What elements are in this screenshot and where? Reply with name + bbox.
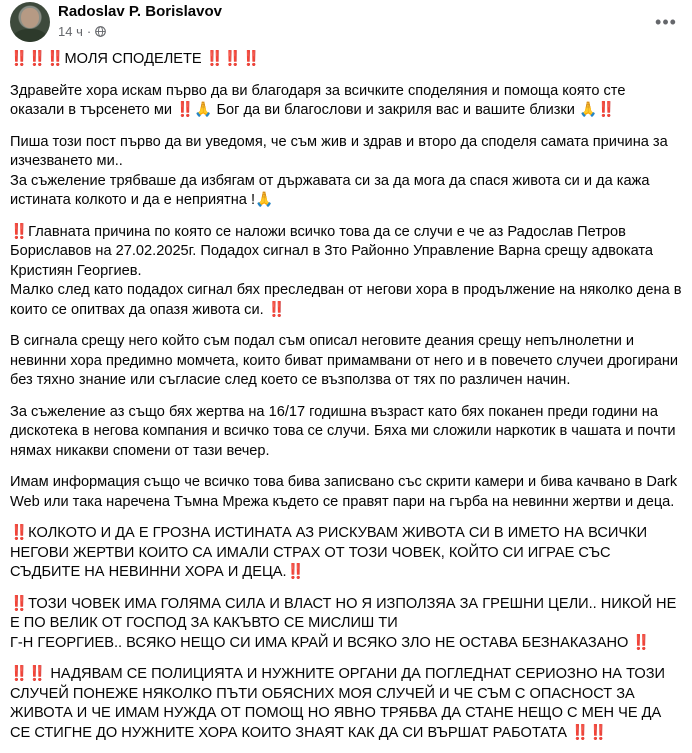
post-body <box>10 50 682 753</box>
post-paragraph: Здравейте хора искам първо да ви благодаря за всичките споделяния и помоща която сте оказали в търсенето ми ‼️🙏 Бог да ви благослови и закриля вас и вашите близки 🙏‼️ <box>10 82 626 118</box>
globe-icon[interactable] <box>95 26 106 37</box>
more-horizontal-icon: ••• <box>655 12 677 32</box>
author-avatar[interactable] <box>10 2 50 42</box>
meta-separator: · <box>86 24 92 39</box>
post-paragraph: ‼️ТОЗИ ЧОВЕК ИМА ГОЛЯМА СИЛА И ВЛАСТ НО Я ИЗПОЛЗЯА ЗА ГРЕШНИ ЦЕЛИ.. НИКОЙ НЕ Е ПО ВЕЛИК ОТ ГОСПОД ЗА КАКЪВТО СЕ МИСЛИШ ТИ Г-Н ГЕОРГИЕВ.. ВСЯКО НЕЩО СИ ИМА КРАЙ И ВСЯКО ЗЛО НЕ ОСТАВА БЕЗНАКАЗАНО ‼️ <box>10 595 677 651</box>
post-header <box>10 2 682 46</box>
post-options-button[interactable] <box>650 6 682 38</box>
author-name[interactable]: Radoslav P. Borislavov <box>58 3 222 20</box>
post-paragraph: Имам информация също че всичко това бива записвано със скрити камери и бива качвано в Dark Web или така наречена Тъмна Мрежа където се правят пари на гърба на невинни жертви и деца. <box>10 474 678 510</box>
post-meta <box>58 24 106 40</box>
post-paragraph: ‼️КОЛКОТО И ДА Е ГРОЗНА ИСТИНАТА АЗ РИСКУВАМ ЖИВОТА СИ В ИМЕТО НА ВСИЧКИ НЕГОВИ ЖЕРТВИ КОИТО СА ИМАЛИ СТРАХ ОТ ТОЗИ ЧОВЕК, КОЙТО СИ ИГРАЕ СЪС СЪДБИТЕ НА НЕВИННИ ХОРА И ДЕЦА.‼️ <box>10 525 648 580</box>
post-timestamp[interactable]: 14 ч <box>58 24 83 39</box>
post-paragraph: За съжеление аз също бях жертва на 16/17 годишна възраст като бях поканен преди години на дискотека в негова компания и всичко това се случи. Бяха ми сложили наркотик в чашата и почти нямах никакви спомени от тази вечер. <box>10 403 676 459</box>
post-paragraph: В сигнала срещу него който съм подал съм описал неговите деания срещу непълнолетни и невинни хора предимно момчета, които биват примамвани от него и в повечето случеи дрогирани без тяхно знание или съгласие след което се възползва от тях по различен начин. <box>10 333 679 388</box>
avatar-body <box>13 29 47 42</box>
post-paragraph: ‼️‼️‼️МОЛЯ СПОДЕЛЕТЕ ‼️‼️‼️ <box>10 51 261 67</box>
avatar-face <box>21 8 39 28</box>
post-paragraph: ‼️‼️ НАДЯВАМ СЕ ПОЛИЦИЯТА И НУЖНИТЕ ОРГАНИ ДА ПОГЛЕДНАТ СЕРИОЗНО НА ТОЗИ СЛУЧЕЙ ПОНЕЖЕ НЯКОЛКО ПЪТИ ОБЯСНИХ МОЯ СЛУЧЕЙ И ЧЕ СЪМ С ОПАСНОСТ ЗА ЖИВОТА И ЧЕ ИМАМ НУЖДА ОТ ПОМОЩ НО ЯВНО ТРЯБВА ДА СТАНЕ НЕЩО С МЕН ЧЕ ДА СЕ СТИГНЕ ДО НУЖНИТЕ ХОРА КОИТО ЗНАЯТ КАК ДА СИ ВЪРШАТ РАБОТАТА ‼️‼️ <box>10 666 666 741</box>
post-paragraph: Пиша този пост първо да ви уведомя, че съм жив и здрав и второ да споделя самата причина за изчезването ми.. За съжеление трябваше да избягам от държавата си за да мога да спася живота си и да кажа истината колкото и да е неприятна !🙏 <box>10 133 668 208</box>
post-paragraph: ‼️Главната причина по която се наложи всичко това да се случи е че аз Радослав Петров Бориславов на 27.02.2025г. Подадох сигнал в 3то Районно Управление Варна срещу адвоката Кристиян Георгиев. Малко след като подадох сигнал бях преследван от негови хора в продължение на няколко дена в които се опитвах да опазя живота си. ‼️ <box>10 223 682 318</box>
